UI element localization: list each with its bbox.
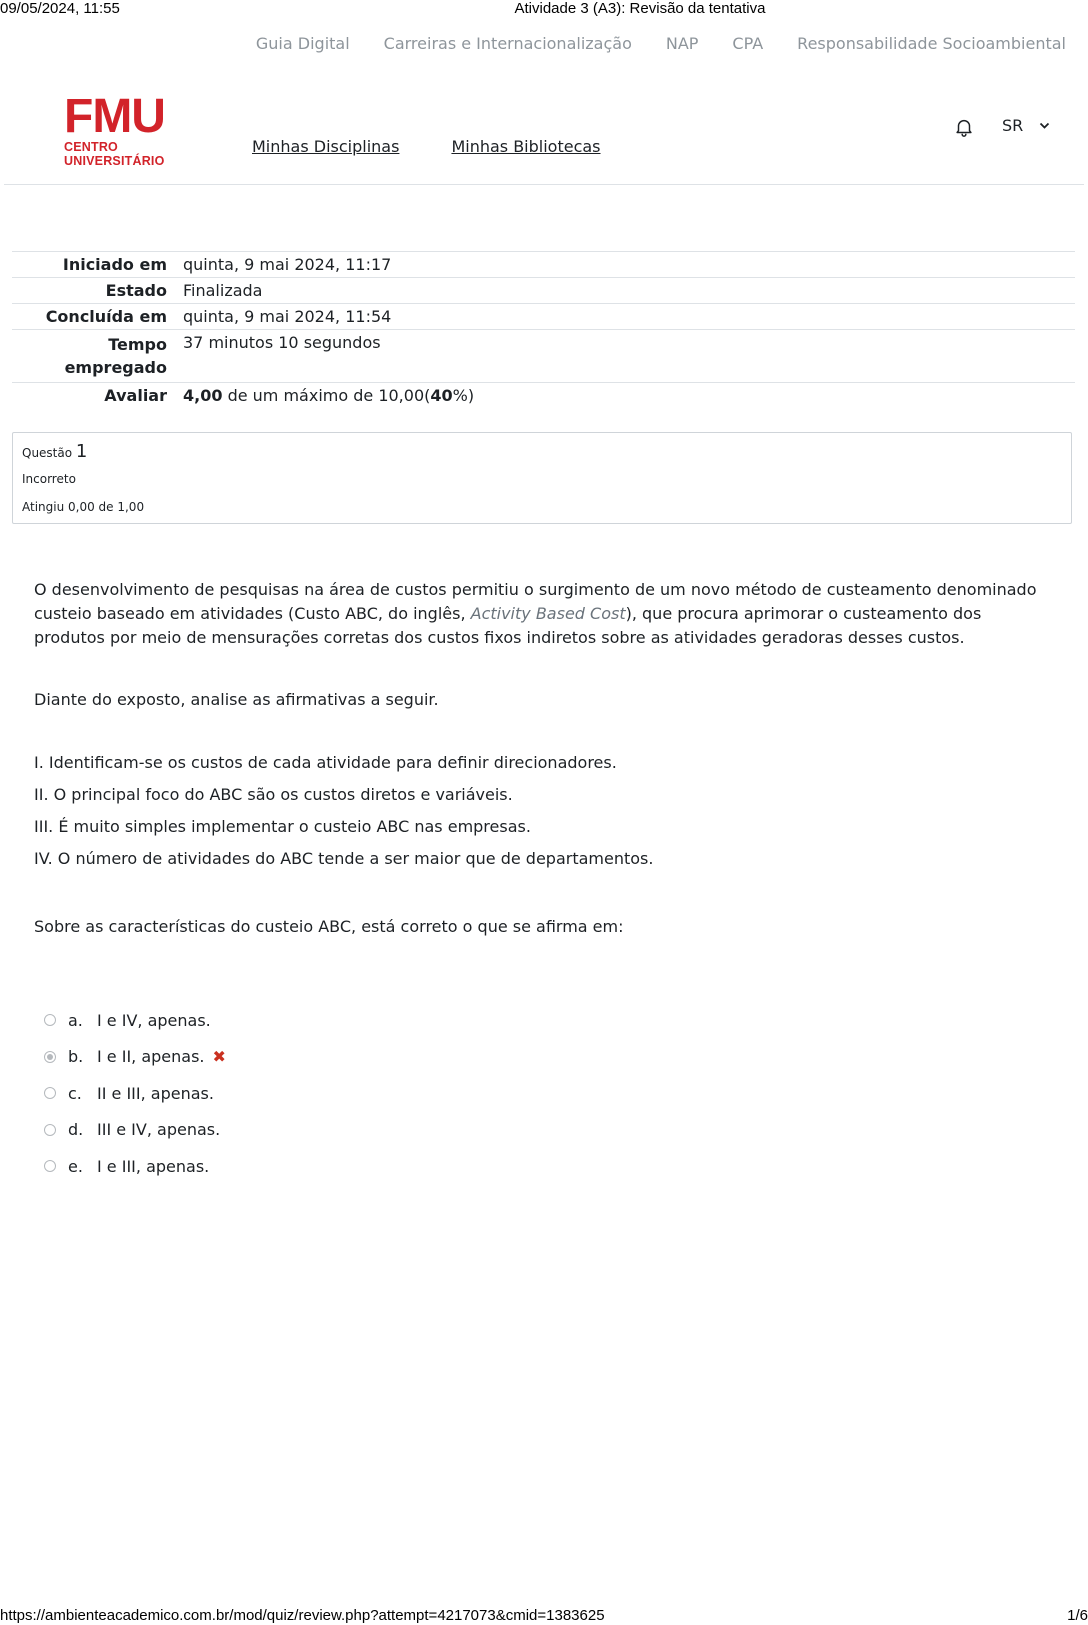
grade-score: 4,00: [183, 386, 223, 405]
grade-max: de um máximo de 10,00(: [222, 386, 431, 405]
radio-button[interactable]: [44, 1087, 56, 1099]
grade-percent: 40: [430, 386, 453, 405]
answer-letter: b.: [68, 1047, 84, 1067]
nav-carreiras[interactable]: Carreiras e Internacionalização: [383, 34, 632, 53]
user-initials: SR: [1002, 116, 1024, 135]
statement-3: III. É muito simples implementar o custeio ABC nas empresas.: [34, 817, 531, 836]
top-utility-nav: [256, 34, 1066, 53]
answer-text: I e II, apenas.: [97, 1047, 205, 1067]
summary-row-avaliar: [12, 383, 1075, 409]
intro-part-b: ), que procura aprimorar o custeamento dos produtos por meio de mensurações corretas dos custos fixos indiretos sobre as atividades geradoras desses custos.: [34, 604, 982, 647]
statement-4: IV. O número de atividades do ABC tende a ser maior que de departamentos.: [34, 849, 654, 868]
print-date: 09/05/2024, 11:55: [0, 0, 120, 17]
summary-value: quinta, 9 mai 2024, 11:54: [183, 307, 392, 326]
logo-subtitle: CENTRO UNIVERSITÁRIO: [64, 140, 165, 168]
radio-button[interactable]: [44, 1124, 56, 1136]
question-num: 1: [75, 441, 88, 462]
answer-option-e[interactable]: [44, 1148, 226, 1185]
summary-label: Avaliar: [104, 386, 167, 405]
question-grade: Atingiu 0,00 de 1,00: [22, 500, 145, 514]
logo-brand: FMU: [64, 90, 165, 143]
print-header: [0, 0, 1088, 18]
print-footer: [0, 1607, 1088, 1625]
summary-row-concluida: [12, 304, 1075, 330]
nav-minhas-bibliotecas[interactable]: Minhas Bibliotecas: [451, 137, 601, 156]
question-number: [22, 441, 87, 462]
grade-close: %): [452, 386, 475, 405]
radio-button[interactable]: [44, 1014, 56, 1026]
summary-grade: [183, 383, 1075, 409]
question-intro: [34, 578, 1044, 650]
question-state: Incorreto: [22, 472, 76, 486]
header-divider: [4, 184, 1084, 185]
answer-text: II e III, apenas.: [97, 1083, 214, 1103]
nav-cpa[interactable]: CPA: [732, 34, 764, 53]
summary-label: Iniciado em: [62, 255, 167, 274]
summary-row-estado: [12, 278, 1075, 304]
answer-letter: a.: [68, 1010, 83, 1030]
question-info-box: [12, 432, 1072, 524]
answer-letter: e.: [68, 1156, 83, 1176]
radio-button[interactable]: [44, 1160, 56, 1172]
answer-letter: d.: [68, 1120, 84, 1140]
answer-text: III e IV, apenas.: [97, 1120, 221, 1140]
answer-options: [44, 1002, 226, 1185]
fmu-logo[interactable]: [64, 90, 204, 168]
summary-label: Estado: [105, 281, 167, 300]
statement-2: II. O principal foco do ABC são os custos diretos e variáveis.: [34, 785, 513, 804]
intro-part-a: O desenvolvimento de pesquisas na área de custos permitiu o surgimento de um novo método de custeamento denominado custeio baseado em atividades (Custo ABC, do inglês,: [34, 580, 1037, 623]
nav-nap[interactable]: NAP: [665, 34, 699, 53]
summary-value: quinta, 9 mai 2024, 11:17: [183, 255, 392, 274]
summary-row-iniciado: [12, 252, 1075, 278]
nav-minhas-disciplinas[interactable]: Minhas Disciplinas: [252, 137, 400, 156]
attempt-summary-table: [12, 251, 1075, 408]
question-label: Questão: [22, 446, 73, 460]
summary-value: Finalizada: [183, 281, 263, 300]
chevron-down-icon: [1039, 119, 1050, 133]
nav-responsabilidade[interactable]: Responsabilidade Socioambiental: [797, 34, 1066, 53]
question-prompt: Sobre as características do custeio ABC, está correto o que se afirma em:: [34, 917, 624, 936]
summary-label: Concluída em: [45, 307, 167, 326]
print-title: Atividade 3 (A3): Revisão da tentativa: [514, 0, 766, 17]
answer-option-a[interactable]: [44, 1002, 226, 1039]
nav-guia-digital[interactable]: Guia Digital: [255, 34, 350, 53]
intro-italic: Activity Based Cost: [470, 604, 626, 623]
summary-value: 37 minutos 10 segundos: [183, 333, 381, 352]
summary-row-tempo: [12, 330, 1075, 383]
incorrect-icon: ✖: [212, 1047, 226, 1067]
user-menu[interactable]: [1002, 116, 1050, 135]
statement-1: I. Identificam-se os custos de cada atividade para definir direcionadores.: [34, 753, 617, 772]
summary-label: Tempo empregado: [64, 335, 167, 377]
radio-button-selected[interactable]: [44, 1051, 56, 1063]
answer-option-c[interactable]: [44, 1075, 226, 1112]
notification-bell-icon[interactable]: [953, 116, 975, 138]
main-nav: [252, 137, 601, 156]
print-page-number: 1/6: [1067, 1607, 1088, 1624]
question-diante: Diante do exposto, analise as afirmativas a seguir.: [34, 690, 439, 709]
answer-text: I e III, apenas.: [97, 1156, 210, 1176]
question-text: [34, 578, 1044, 650]
answer-option-d[interactable]: [44, 1112, 226, 1149]
answer-letter: c.: [68, 1083, 82, 1103]
answer-option-b[interactable]: [44, 1039, 226, 1076]
print-url: https://ambienteacademico.com.br/mod/quiz/review.php?attempt=4217073&cmid=1383625: [0, 1607, 605, 1624]
answer-text: I e IV, apenas.: [97, 1010, 211, 1030]
